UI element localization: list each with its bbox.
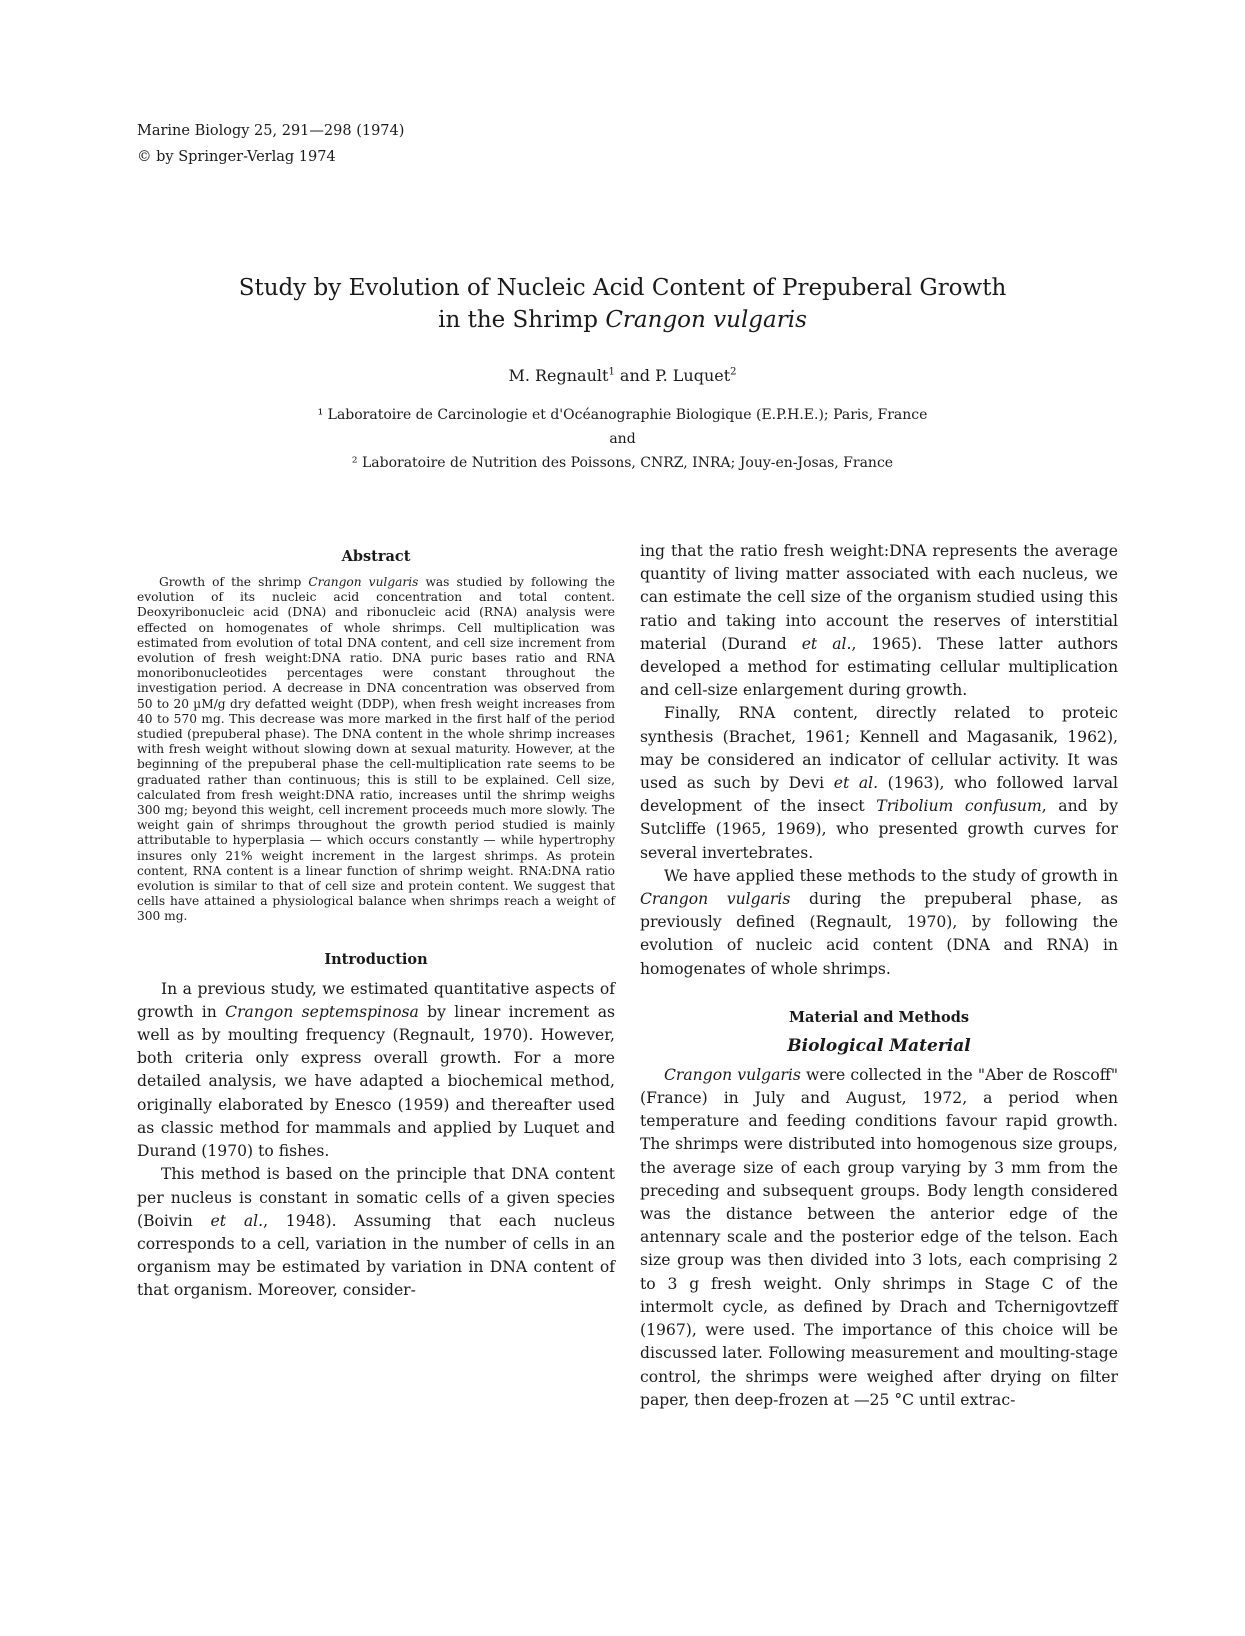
right-p3-species: Crangon vulgaris (640, 890, 791, 909)
right-p2-etal: et al. (833, 774, 879, 793)
authors (0, 366, 1245, 385)
right-paragraph-2 (640, 702, 1118, 864)
author-joiner: and (614, 366, 656, 385)
abstract-species: Crangon vulgaris (308, 575, 419, 589)
methods-species: Crangon vulgaris (664, 1065, 801, 1084)
author-1: M. Regnault (508, 366, 609, 385)
right-intro-continuation (640, 540, 1118, 981)
title-line-1: Study by Evolution of Nucleic Acid Content of Prepuberal Growth (238, 275, 1007, 301)
right-p2-b: (1963), who followed larval development of the insect (640, 774, 1118, 816)
abstract-heading: Abstract (341, 548, 411, 565)
title-species: Crangon vulgaris (605, 307, 807, 333)
intro-p1-species: Crangon septemspinosa (225, 1002, 419, 1021)
introduction-heading: Introduction (324, 950, 428, 968)
abstract-paragraph (137, 575, 615, 925)
right-p1-a: ing that the ratio fresh weight:DNA represents the average quantity of living matter associated with each nucleus, we can estimate the cell size of the organism studied using this ratio and taking into account the reserves of interstitial material (Durand (640, 542, 1118, 653)
affiliation-1: ¹ Laboratoire de Carcinologie et d'Océanographie Biologique (E.P.H.E.); Paris, France (317, 407, 928, 423)
running-head (137, 118, 404, 170)
introduction-section (137, 951, 615, 1303)
intro-p1-a: In a previous study, we estimated quantitative aspects of growth in (137, 979, 615, 1021)
author-2: P. Luquet (655, 366, 731, 385)
intro-p2-a: This method is based on the principle that DNA content per nucleus is constant in somatic cells of a given species (Boivin (137, 1165, 615, 1230)
title-line-2-prefix: in the Shrimp (438, 307, 606, 333)
right-p1-b: , 1965). These latter authors developed a method for estimating cellular multiplication and cell-size enlargement during growth. (640, 634, 1118, 700)
methods-section (640, 1009, 1118, 1412)
author-1-affil-mark: 1 (608, 366, 615, 378)
intro-paragraph-2 (137, 1163, 615, 1302)
right-column (640, 540, 1118, 1412)
right-p2-c: , and by Sutcliffe (1965, 1969), who presented growth curves for several invertebrates. (640, 797, 1119, 862)
methods-subheading: Biological Material (787, 1035, 971, 1056)
left-column (137, 548, 615, 1303)
affiliation-2: ² Laboratoire de Nutrition des Poissons, CNRZ, INRA; Jouy-en-Josas, France (351, 455, 894, 471)
right-paragraph-3 (640, 865, 1118, 981)
right-paragraph-1 (640, 540, 1118, 702)
abstract-text-a: Growth of the shrimp (159, 575, 309, 589)
intro-p2-b: , 1948). Assuming that each nucleus corresponds to a cell, variation in the number of cells in an organism may be estimated by variation in DNA content of that organism. Moreover, consider- (137, 1211, 615, 1300)
methods-paragraph-1 (640, 1064, 1118, 1412)
right-p3-a: We have applied these methods to the study of growth in (664, 866, 1118, 885)
intro-paragraph-1 (137, 978, 615, 1164)
affiliations (0, 403, 1245, 475)
abstract-text-b: was studied by following the evolution of its nucleic acid concentration and total content. Deoxyribonucleic acid (DNA) and ribonucleic acid (RNA) analysis were effected on homogenates of whole shrimps. Cell multiplication was estimated from evolution of total DNA content, and cell size increment from evolution of fresh weight:DNA ratio. DNA puric bases ratio and RNA monoribonucleotides percentages were constant throughout the investigation period. A decrease in DNA concentration was observed from 50 to 20 µM/g dry defatted weight (DDP), when fresh weight increases from 40 to 570 mg. This decrease was more marked in the first half of the period studied (prepuberal phase). The DNA content in the whole shrimp increases with fresh weight without slowing down at sexual maturity. However, at the beginning of the prepuberal phase the cell-multiplication rate seems to be graduated rather than continuous; this is still to be explained. Cell size, calculated from fresh weight:DNA ratio, increases until the shrimp weighs 300 mg; beyond this weight, cell increment proceeds much more slowly. The weight gain of shrimps throughout the growth period studied is mainly attributable to hyperplasia — which occurs constantly — while hypertrophy insures only 21% weight increment in the largest shrimps. As protein content, RNA content is a linear function of shrimp weight. RNA:DNA ratio evolution is similar to that of cell size and protein content. We suggest that cells have attained a physiological balance when shrimps reach a weight of 300 mg. (137, 575, 615, 924)
intro-p2-etal: et al. (210, 1211, 264, 1230)
right-p2-a: Finally, RNA content, directly related to proteic synthesis (Brachet, 1961; Kennell and Magasanik, 1962), may be considered an indicator of cellular activity. It was used as such by Devi (640, 704, 1118, 793)
right-p2-species: Tribolium confusum (876, 797, 1042, 816)
methods-heading: Material and Methods (788, 1008, 970, 1026)
article-title (0, 272, 1245, 336)
copyright-line: © by Springer-Verlag 1974 (137, 149, 336, 165)
intro-p1-b: by linear increment as well as by moulting frequency (Regnault, 1970). However, both criteria only express overall growth. For a more detailed analysis, we have adapted a biochemical method, originally elaborated by Enesco (1959) and thereafter used as classic method for mammals and applied by Luquet and Durand (1970) to fishes. (137, 1002, 616, 1161)
abstract-section (137, 548, 615, 925)
right-p1-etal: et al. (801, 634, 852, 653)
author-2-affil-mark: 2 (730, 366, 737, 378)
right-p3-b: during the prepuberal phase, as previously defined (Regnault, 1970), by following the evolution of nucleic acid content (DNA and RNA) in homogenates of whole shrimps. (640, 890, 1118, 978)
title-block (0, 272, 1245, 475)
affiliation-and: and (609, 431, 636, 447)
journal-citation: Marine Biology 25, 291—298 (1974) (137, 123, 405, 139)
methods-p1-b: were collected in the "Aber de Roscoff" (France) in July and August, 1972, a period when temperature and feeding conditions favour rapid growth. The shrimps were distributed into homogenous size groups, the average size of each group varying by 3 mm from the preceding and subsequent groups. Body length considered was the distance between the anterior edge of the antennary scale and the posterior edge of the telson. Each size group was then divided into 3 lots, each comprising 2 to 3 g fresh weight. Only shrimps in Stage C of the intermolt cycle, as defined by Drach and Tchernigovtzeff (1967), were used. The importance of this choice will be discussed later. Following measurement and moulting-stage control, the shrimps were weighed after drying on filter paper, then deep-frozen at —25 °C until extrac- (640, 1065, 1118, 1409)
